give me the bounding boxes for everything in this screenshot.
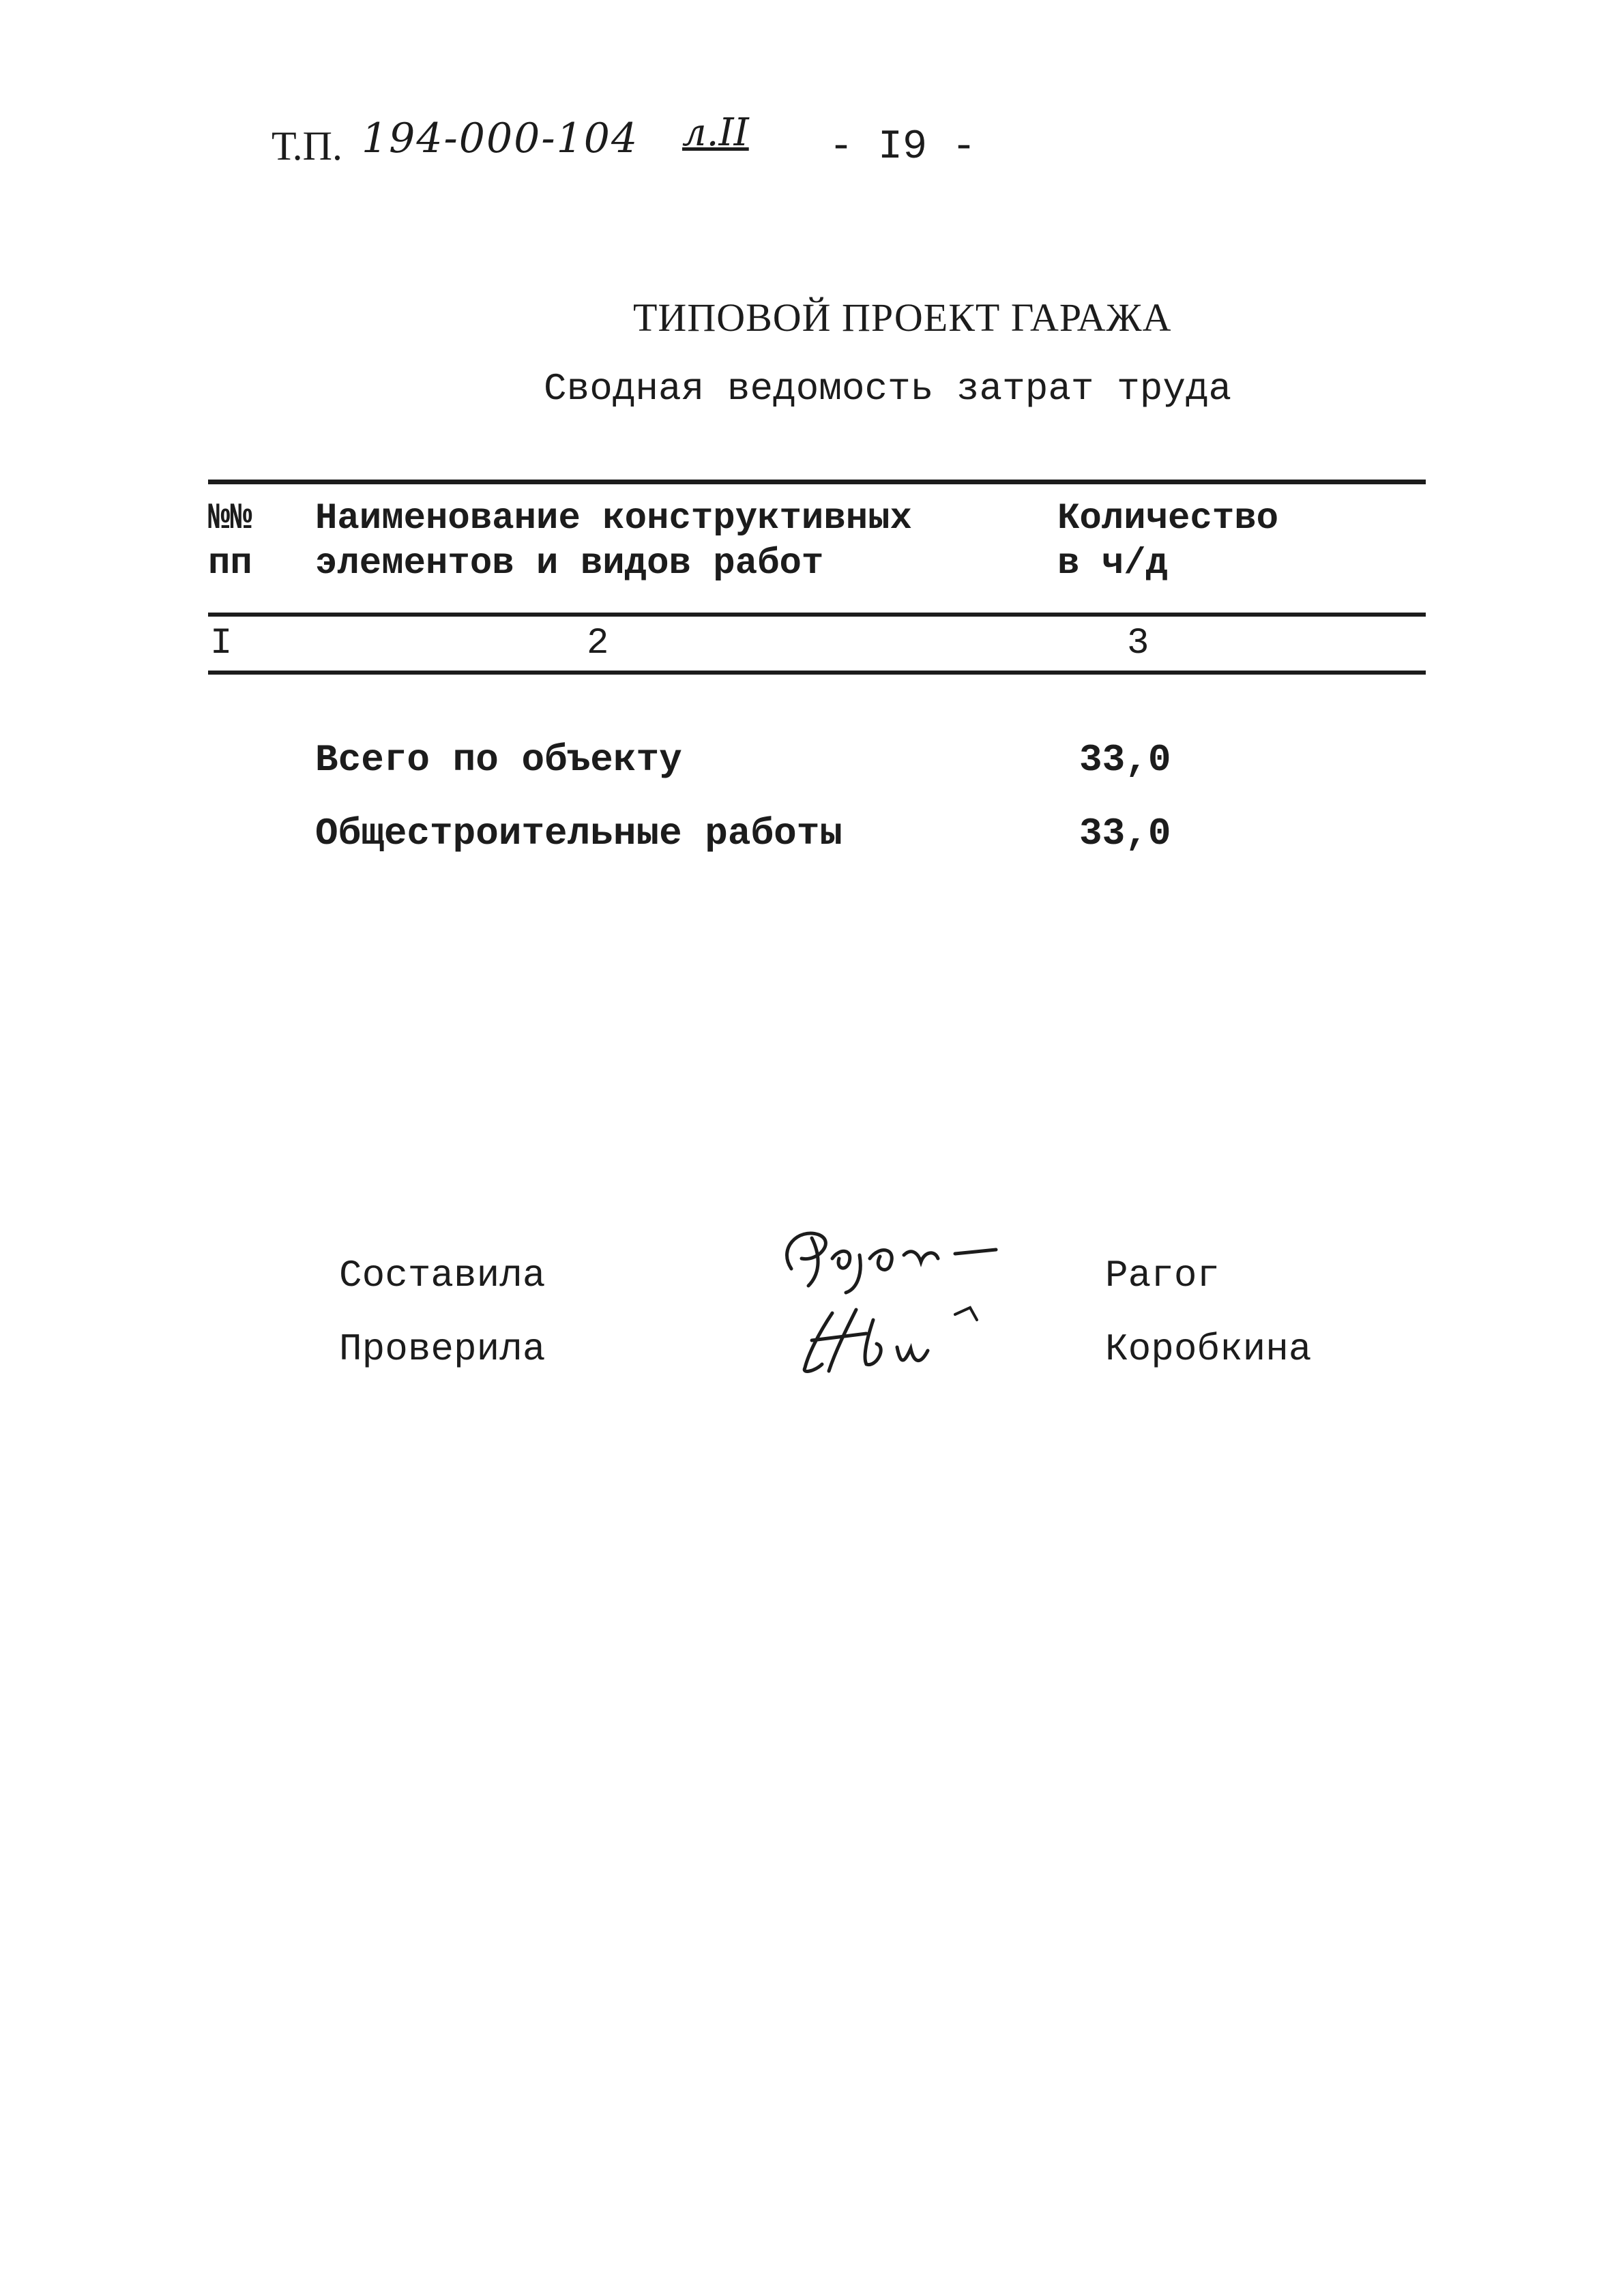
row-general-works-label: Общестроительные работы [315,812,842,855]
compiled-by-label: Составила [339,1254,546,1297]
checked-by-label: Проверила [339,1327,546,1371]
row-total-value: 33,0 [1079,738,1171,782]
designation-prefix: Т.П. [272,123,342,168]
header-number-line2: пп [208,543,252,585]
row-total-label: Всего по объекту [315,738,682,782]
header-number-line1: №№ [208,498,252,540]
header-name [315,497,912,587]
header-quantity [1057,497,1278,587]
header-bottom-rule [208,613,1426,617]
row-general-works-value: 33,0 [1079,812,1171,855]
header-name-line2: элементов и видов работ [315,543,824,585]
header-number [208,497,252,587]
compiler-signature [771,1221,1016,1296]
checker-name: Коробкина [1105,1327,1312,1371]
compiler-name: Рагог [1105,1254,1220,1297]
header-quantity-line1: Количество [1057,498,1279,540]
header-name-line1: Наименование конструктивных [315,498,912,540]
column-numbers-rule [208,671,1426,675]
checker-signature [791,1299,1023,1381]
sheet-number: л.II [682,111,749,155]
column-number-1: I [210,623,233,664]
header-quantity-line2: в ч/д [1057,543,1169,585]
document-title: ТИПОВОЙ ПРОЕКТ ГАРАЖА [633,295,1172,340]
page-number: - I9 - [829,124,977,171]
document-subtitle: Сводная ведомость затрат труда [544,367,1232,411]
table-top-rule [208,480,1426,484]
designation-number: 194-000-104 [362,115,639,162]
column-number-3: 3 [1127,623,1149,664]
column-number-2: 2 [587,623,609,664]
